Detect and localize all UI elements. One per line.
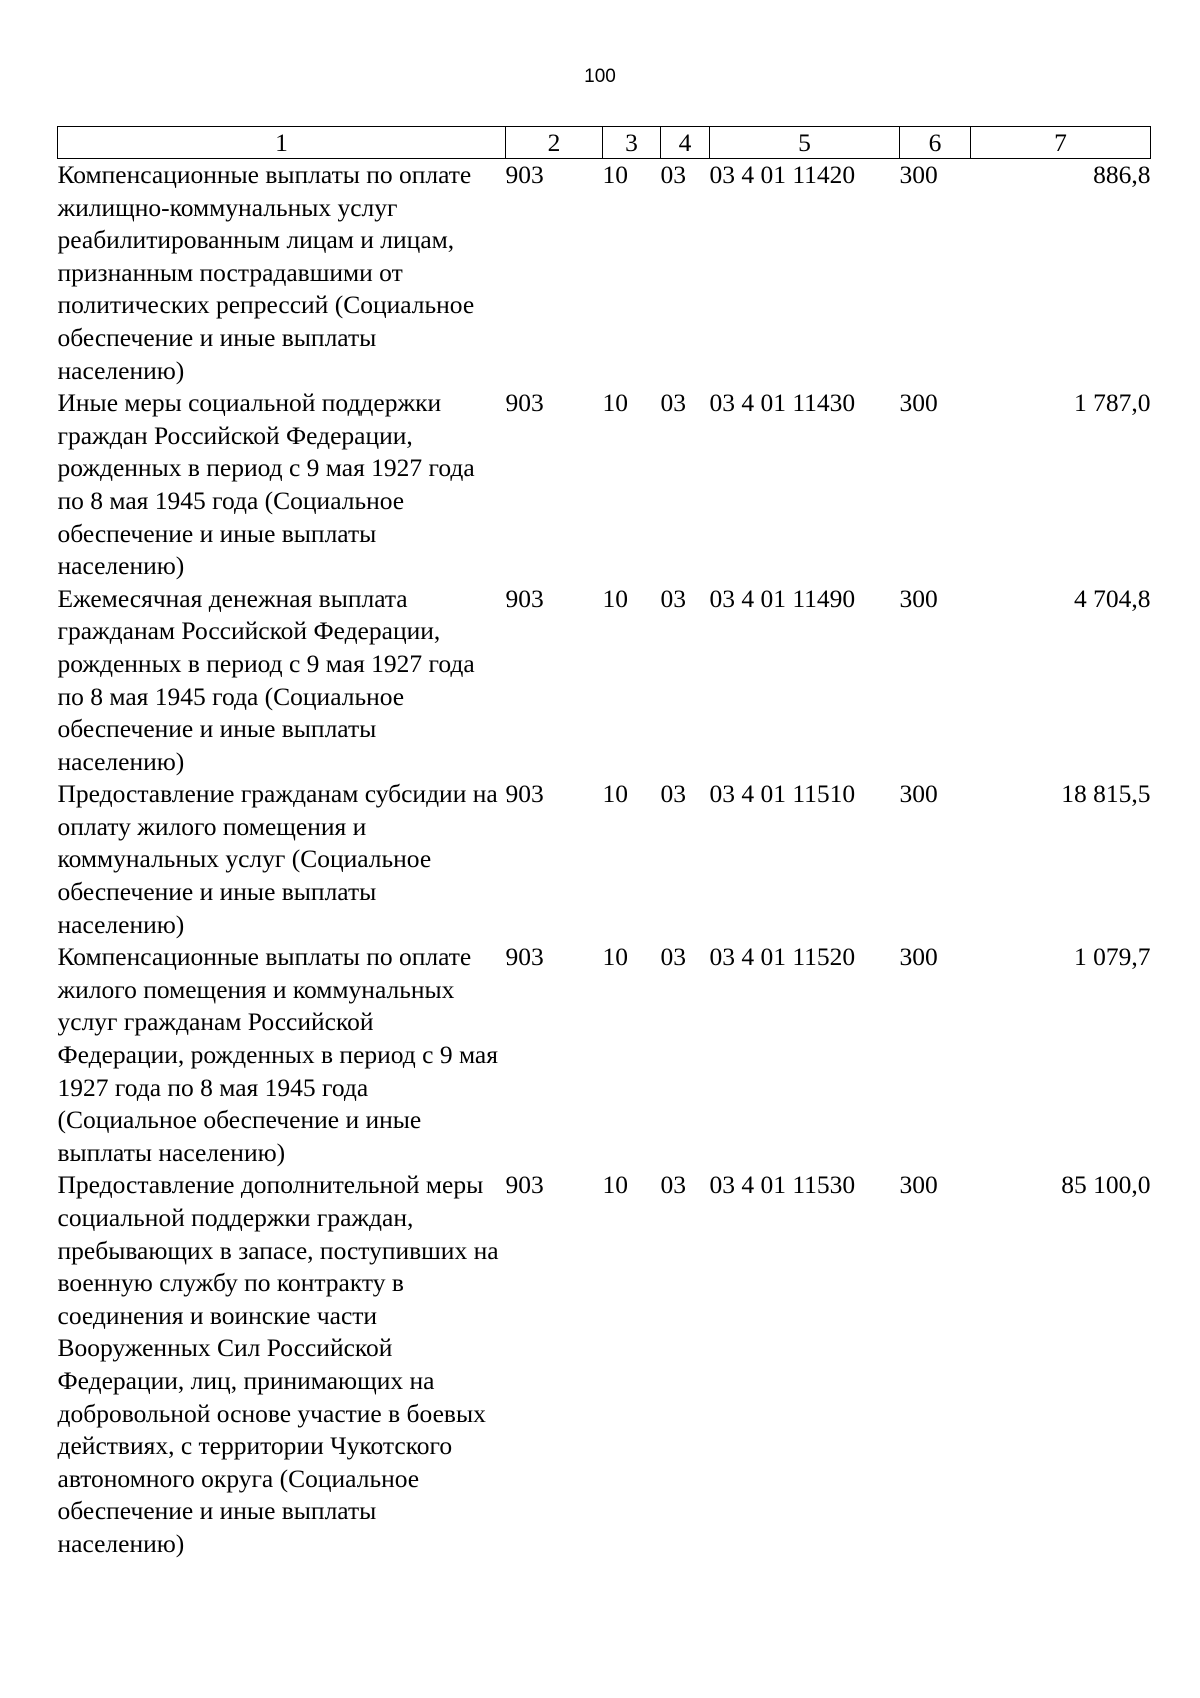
row-code-6: 300 (899, 779, 938, 809)
row-code-5: 03 4 01 11490 (709, 583, 856, 613)
row-code-4: 03 (660, 583, 686, 613)
row-code-2: 903 (505, 388, 544, 418)
row-amount: 18 815,5 (1061, 779, 1151, 809)
budget-table (57, 126, 1151, 1561)
header-row (58, 127, 1151, 159)
table-row (58, 778, 1151, 941)
row-code-6: 300 (899, 942, 938, 972)
row-code-4: 03 (660, 779, 686, 809)
header-col-7: 7 (971, 127, 1151, 159)
table-row (58, 583, 1151, 779)
row-code-5: 03 4 01 11530 (709, 1170, 856, 1200)
row-name: Предоставление гражданам субсидии на оплату жилого помещения и коммунальных услуг (Социальное обеспечение и иные выплаты населению) (57, 779, 498, 939)
row-code-3: 10 (602, 1170, 628, 1200)
page-number: 100 (584, 66, 616, 87)
header-col-6: 6 (900, 127, 971, 159)
row-code-6: 300 (899, 160, 938, 189)
row-code-5: 03 4 01 11430 (709, 388, 856, 418)
row-name: Ежемесячная денежная выплата гражданам Российской Федерации, рожденных в период с 9 мая 1927 года по 8 мая 1945 года (Социальное обеспечение и иные выплаты населению) (57, 583, 475, 776)
header-col-3: 3 (603, 127, 661, 159)
row-code-4: 03 (660, 160, 686, 189)
row-name: Компенсационные выплаты по оплате жилищно-коммунальных услуг реабилитированным лицам и лицам, признанным пострадавшими от политических репрессий (Социальное обеспечение и иные выплаты населению) (57, 160, 475, 385)
row-code-3: 10 (602, 583, 628, 613)
row-code-3: 10 (602, 779, 628, 809)
row-code-6: 300 (899, 583, 938, 613)
header-col-2: 2 (506, 127, 603, 159)
table-row (58, 387, 1151, 583)
row-code-4: 03 (660, 388, 686, 418)
table-header (58, 127, 1151, 159)
row-code-6: 300 (899, 1170, 938, 1200)
table-body (58, 159, 1151, 1561)
row-code-4: 03 (660, 1170, 686, 1200)
row-amount: 1 079,7 (1074, 942, 1151, 972)
row-code-5: 03 4 01 11510 (709, 779, 856, 809)
row-name: Иные меры социальной поддержки граждан Российской Федерации, рожденных в период с 9 мая 1927 года по 8 мая 1945 года (Социальное обеспечение и иные выплаты населению) (57, 388, 475, 581)
row-code-3: 10 (602, 942, 628, 972)
row-name: Предоставление дополнительной меры социальной поддержки граждан, пребывающих в запасе, поступивших на военную службу по контракту в соединения и воинские части Вооруженных Сил Российской Федерации, лиц, принимающих на добровольной основе участие в боевых действиях, с территории Чукотского автономного округа (Социальное обеспечение и иные выплаты населению) (57, 1170, 499, 1558)
table-row (58, 941, 1151, 1169)
row-amount: 4 704,8 (1074, 583, 1151, 613)
row-name: Компенсационные выплаты по оплате жилого помещения и коммунальных услуг гражданам Российской Федерации, рожденных в период с 9 мая 1927 года по 8 мая 1945 года (Социальное обеспечение и иные выплаты населению) (57, 942, 498, 1167)
row-code-5: 03 4 01 11520 (709, 942, 856, 972)
header-col-1: 1 (58, 127, 506, 159)
row-code-2: 903 (505, 779, 544, 809)
row-code-2: 903 (505, 160, 544, 189)
row-amount: 886,8 (1093, 160, 1151, 189)
row-amount: 85 100,0 (1061, 1170, 1151, 1200)
row-code-2: 903 (505, 583, 544, 613)
header-col-5: 5 (710, 127, 900, 159)
row-code-2: 903 (505, 942, 544, 972)
row-code-2: 903 (505, 1170, 544, 1200)
table-row (58, 159, 1151, 388)
table-row (58, 1169, 1151, 1560)
header-col-4: 4 (661, 127, 710, 159)
row-amount: 1 787,0 (1074, 388, 1151, 418)
row-code-3: 10 (602, 388, 628, 418)
row-code-5: 03 4 01 11420 (709, 160, 856, 189)
row-code-4: 03 (660, 942, 686, 972)
row-code-3: 10 (602, 160, 628, 189)
row-code-6: 300 (899, 388, 938, 418)
